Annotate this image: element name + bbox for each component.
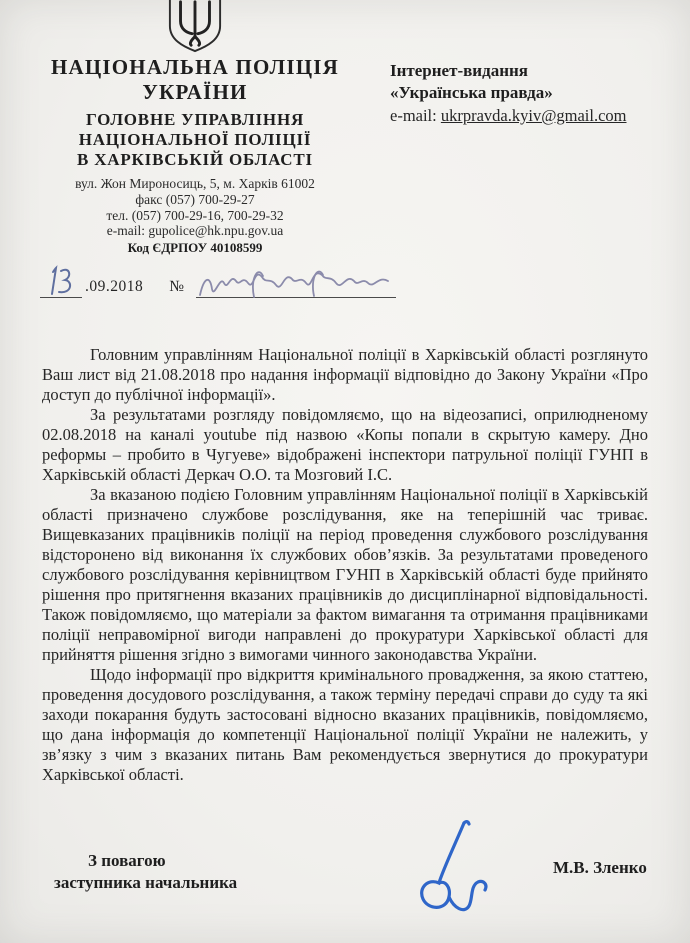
paragraph-3: За вказаною подією Головним управлінням Національної поліції в Харківській області призначено службове розслідування, яке на теперішній час триває. Вищевказаних працівників поліції на період проведення службового розслідування відсторонено від виконання їх службових обов’язків. За результатами проведеного службового розслідування керівництвом ГУНП в Харківській області буде прийнято рішення про притягнення вказаних працівників до дисциплінарної відповідальності. Також повідомляємо, що матеріали за фактом вимагання та отримання працівниками поліції неправомірної вигоди направлені до прокуратури Харківської області для прийняття рішення згідно з вимогами чинного законодавства України. (42, 485, 648, 664)
sender-address: вул. Жон Мироносиць, 5, м. Харків 61002 (75, 176, 315, 191)
signer-name: М.В. Зленко (553, 858, 647, 877)
paragraph-2: За результатами розгляду повідомляємо, що на відеозаписі, оприлюдненому 02.08.2018 на каналі youtube під назвою «Копы попали в скрытую камеру. Дно реформы – пробито в Чугуеве» відображені інспектори патрульної поліції ГУНП в Харківській області Деркач О.О. та Мозговий І.С. (42, 405, 648, 484)
org-dept-line1: ГОЛОВНЕ УПРАВЛІННЯ (85, 110, 305, 129)
signature-ink (412, 820, 510, 920)
valediction-line2: заступника начальника (54, 873, 238, 892)
sender-edrpou-code: Код ЄДРПОУ 40108599 (127, 240, 263, 256)
valediction-block (40, 850, 280, 894)
recipient-email-line (390, 105, 670, 127)
sender-email: e-mail: gupolice@hk.npu.gov.ua (106, 223, 284, 239)
reference-line (40, 258, 396, 298)
handwritten-day-field (40, 261, 82, 298)
sender-phone: тел. (057) 700-29-16, 700-29-32 (106, 207, 284, 223)
paragraph-1: Головним управлінням Національної поліції в Харківській області розглянуто Ваш лист від 21.08.2018 про надання інформації відповідно до Закону України «Про доступ до публічної інформації». (42, 345, 648, 404)
recipient-email-label: e-mail: (390, 106, 441, 125)
org-dept-line2: НАЦІОНАЛЬНОЇ ПОЛІЦІЇ (78, 130, 312, 149)
letter-body (42, 345, 648, 785)
number-sign: № (169, 278, 185, 295)
recipient-line2: «Українська правда» (390, 83, 553, 102)
printed-date: .09.2018 (85, 278, 144, 295)
valediction-line1: З повагою (88, 851, 166, 870)
sender-block (28, 0, 362, 256)
handwritten-number-field (196, 261, 396, 298)
recipient-email-address: ukrpravda.kyiv@gmail.com (440, 106, 627, 125)
recipient-block (390, 60, 670, 127)
handwritten-day-ink (42, 265, 78, 299)
recipient-line1: Інтернет-видання (390, 61, 528, 80)
org-name-line2: УКРАЇНИ (142, 80, 248, 104)
org-name-line1: НАЦІОНАЛЬНА ПОЛІЦІЯ (50, 55, 340, 79)
paragraph-4: Щодо інформації про відкриття кримінального провадження, за якою статтею, проведення досудового розслідування, а також терміну передачі справи до суду та які заходи покарання будуть застосовані відносно вказаних працівників, повідомляємо, що дана інформація до компетенції Національної поліції України не належить, у зв’язку з чим з вказаних питань Вам рекомендується звернутися до прокуратури Харківської області. (42, 665, 648, 784)
ukraine-trident-emblem-icon (166, 0, 224, 53)
handwritten-number-ink (196, 263, 396, 305)
sender-fax: факс (057) 700-29-27 (135, 191, 255, 207)
org-dept-line3: В ХАРКІВСЬКІЙ ОБЛАСТІ (77, 150, 313, 169)
